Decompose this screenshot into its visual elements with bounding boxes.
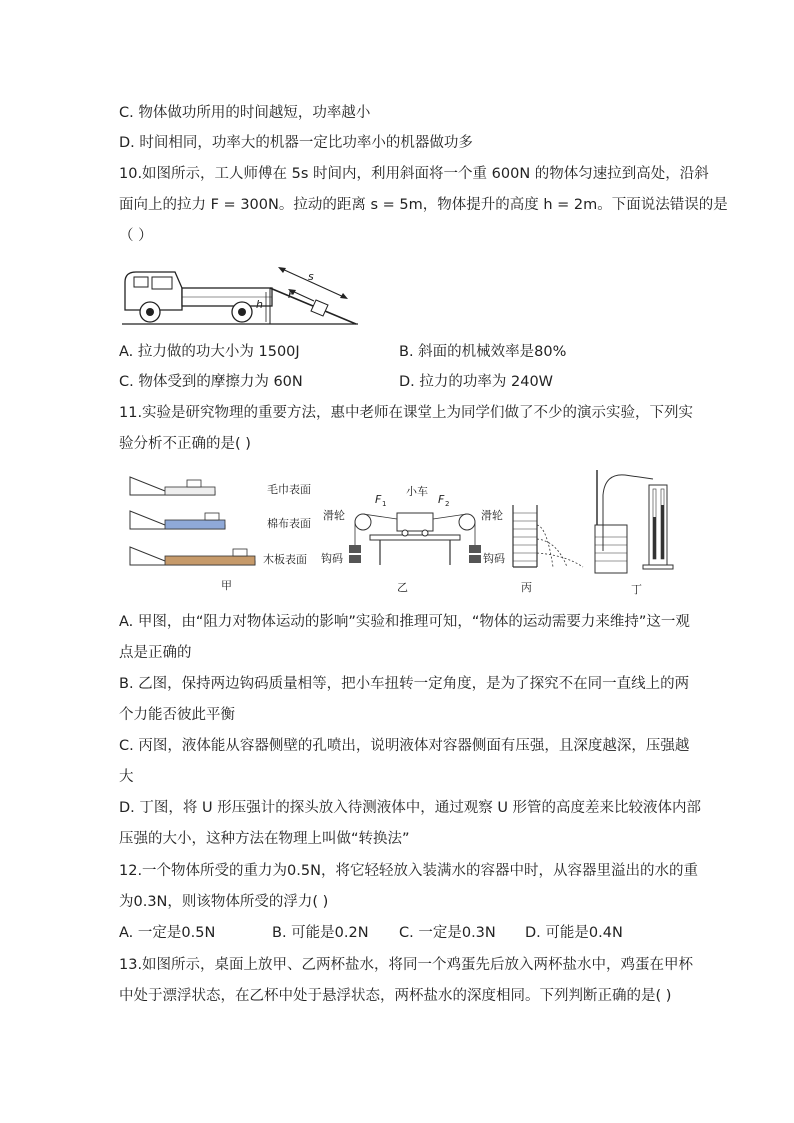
- ding-pressure-gauge: [595, 470, 673, 573]
- fig-label-bing: 丙: [521, 581, 532, 594]
- q10-truck-ramp-figure: [120, 260, 360, 330]
- q12-stem-line2: 为0.3N，则该物体所受的浮力( ): [119, 894, 329, 910]
- q10-option-b: B. 斜面的机械效率是80%: [399, 344, 567, 360]
- q9-option-d: D. 时间相同，功率大的机器一定比功率小的机器做功多: [119, 135, 473, 151]
- jia-label-wood: 木板表面: [263, 553, 307, 566]
- q10-label-height: h: [256, 298, 263, 311]
- q13-stem-line2: 中处于漂浮状态，在乙杯中处于悬浮状态，两杯盐水的深度相同。下列判断正确的是( ): [119, 988, 672, 1004]
- q11-option-a-line1: A. 甲图，由“阻力对物体运动的影响”实验和推理可知，“物体的运动需要力来维持”这一观: [119, 614, 690, 630]
- q12-option-a: A. 一定是0.5N: [119, 925, 216, 941]
- yi-apparatus: [349, 513, 481, 565]
- q11-option-b-line2: 个力能否彼此平衡: [119, 707, 235, 723]
- q12-option-c: C. 一定是0.3N: [399, 925, 496, 941]
- q11-option-c-line1: C. 丙图，液体能从容器侧壁的孔喷出，说明液体对容器侧面有压强，且深度越深，压强越: [119, 738, 690, 754]
- q10-option-d: D. 拉力的功率为 240W: [399, 374, 554, 390]
- q11-option-c-line2: 大: [119, 769, 134, 785]
- q12-stem-line1: 12.一个物体所受的重力为0.5N，将它轻轻放入装满水的容器中时，从容器里溢出的水的重: [119, 863, 698, 879]
- q11-experiments-figure: [125, 465, 685, 595]
- jia-ramps: [130, 477, 255, 565]
- yi-label-f2: F: [438, 493, 445, 506]
- q11-option-b-line1: B. 乙图，保持两边钩码质量相等，把小车扭转一定角度，是为了探究不在同一直线上的两: [119, 676, 690, 692]
- fig-label-yi: 乙: [397, 581, 408, 594]
- q11-stem-line1: 11.实验是研究物理的重要方法，惠中老师在课堂上为同学们做了不少的演示实验，下列实: [119, 405, 694, 421]
- jia-label-cotton: 棉布表面: [267, 517, 311, 530]
- yi-label-f1: F: [375, 493, 382, 506]
- yi-label-weight-left: 钩码: [321, 552, 343, 565]
- fig-label-ding: 丁: [631, 583, 642, 595]
- q13-stem-line1: 13.如图所示，桌面上放甲、乙两杯盐水，将同一个鸡蛋先后放入两杯盐水中，鸡蛋在甲杯: [119, 957, 694, 973]
- yi-label-f1-sub: 1: [382, 500, 387, 508]
- q10-label-distance: s: [308, 270, 314, 283]
- q12-option-b: B. 可能是0.2N: [272, 925, 369, 941]
- q10-label-force: F: [288, 288, 295, 301]
- q10-option-c: C. 物体受到的摩擦力为 60N: [119, 374, 303, 390]
- jia-label-towel: 毛巾表面: [267, 483, 311, 496]
- q12-option-d: D. 可能是0.4N: [525, 925, 623, 941]
- q11-stem-line2: 验分析不正确的是( ): [119, 436, 251, 452]
- q10-stem-line2: 面向上的拉力 F = 300N。拉动的距离 s = 5m，物体提升的高度 h = 2m。下面说法错误的是: [119, 197, 728, 213]
- q10-option-a: A. 拉力做的功大小为 1500J: [119, 344, 300, 360]
- q11-option-a-line2: 点是正确的: [119, 645, 192, 661]
- yi-label-f2-sub: 2: [445, 500, 450, 508]
- q9-option-c: C. 物体做功所用的时间越短，功率越小: [119, 105, 371, 121]
- yi-label-cart: 小车: [406, 485, 428, 498]
- q10-stem-line1: 10.如图所示，工人师傅在 5s 时间内，利用斜面将一个重 600N 的物体匀速拉到高处，沿斜: [119, 166, 709, 182]
- q11-option-d-line1: D. 丁图，将 U 形压强计的探头放入待测液体中，通过观察 U 形管的高度差来比较液体内部: [119, 800, 702, 816]
- q11-option-d-line2: 压强的大小，这种方法在物理上叫做“转换法”: [119, 831, 410, 847]
- yi-label-pulley-right: 滑轮: [481, 509, 503, 522]
- yi-label-weight-right: 钩码: [483, 552, 505, 565]
- yi-label-pulley-left: 滑轮: [323, 509, 345, 522]
- bing-container: [513, 505, 583, 567]
- fig-label-jia: 甲: [221, 579, 232, 592]
- q10-stem-line3: （ ）: [119, 228, 153, 244]
